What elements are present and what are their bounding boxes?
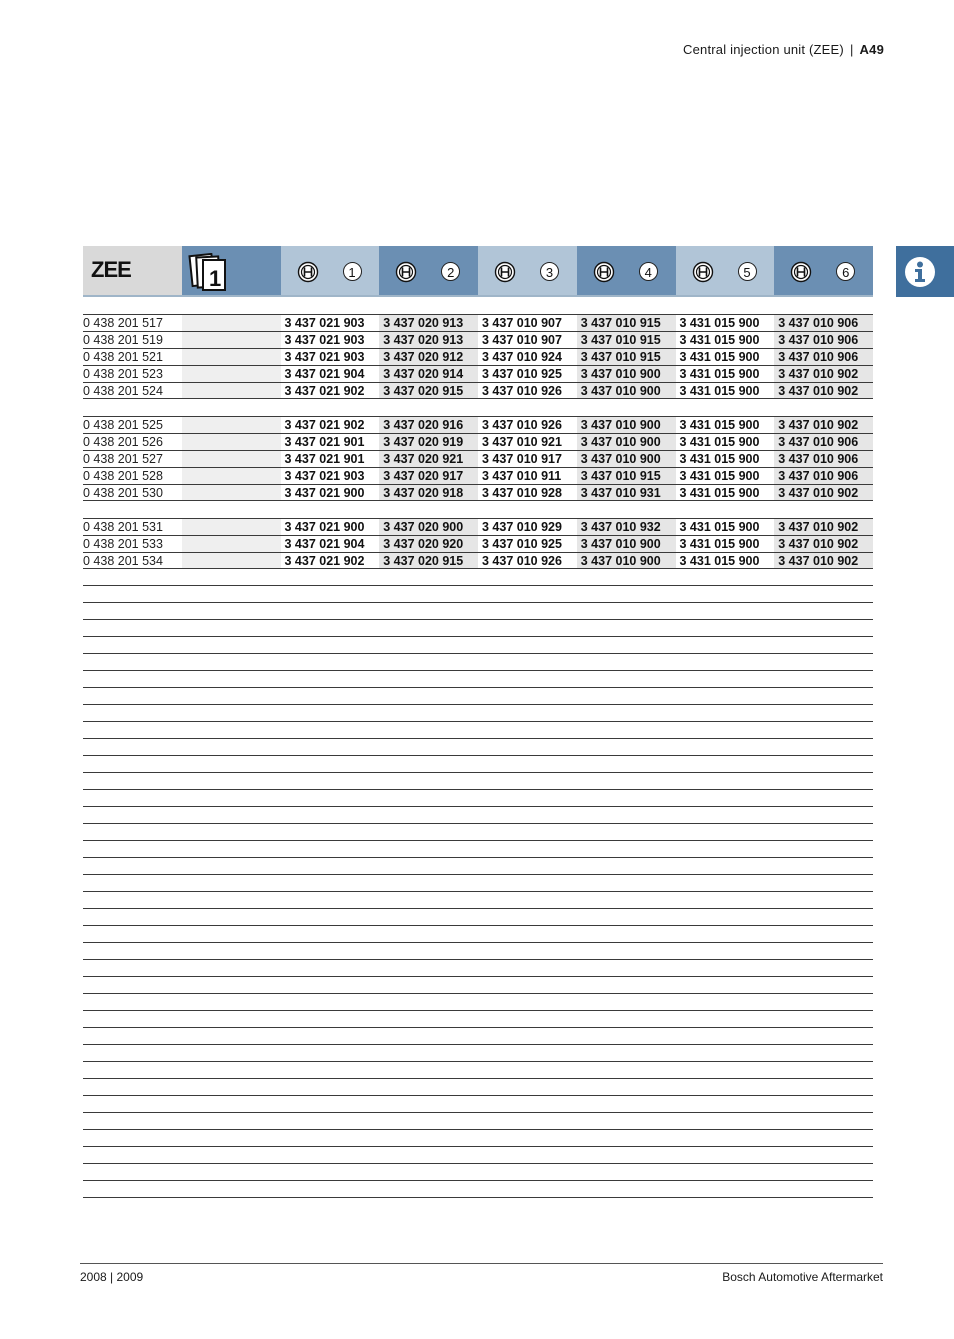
empty-cell xyxy=(182,315,281,331)
cell-value: 3 437 010 900 xyxy=(577,553,676,568)
cell-value: 3 431 015 900 xyxy=(679,520,760,534)
column-header-6 xyxy=(774,246,873,297)
cell-value: 3 431 015 900 xyxy=(679,469,760,483)
part-number: 0 438 201 526 xyxy=(83,435,163,449)
cell-value: 3 437 010 900 xyxy=(577,434,676,450)
column-header-4 xyxy=(577,246,676,297)
cell-value: 3 437 010 924 xyxy=(482,350,562,364)
bosch-logo-icon xyxy=(297,261,319,283)
ruled-line xyxy=(83,1197,873,1198)
cell-value: 3 437 021 900 xyxy=(284,520,365,534)
ruled-line xyxy=(83,874,873,875)
cell-value: 3 437 020 921 xyxy=(379,451,478,467)
zee-label: ZEE xyxy=(91,257,131,282)
svg-text:1: 1 xyxy=(208,266,221,291)
empty-cell xyxy=(182,366,281,382)
cell-value: 3 431 015 900 xyxy=(679,452,760,466)
cell-value: 3 437 010 902 xyxy=(774,417,873,433)
column-header-5 xyxy=(676,246,775,297)
table-row xyxy=(83,450,873,467)
part-number: 0 438 201 524 xyxy=(83,384,163,398)
cell-value: 3 437 020 912 xyxy=(379,349,478,365)
ruled-line xyxy=(83,704,873,705)
ruled-line xyxy=(83,1010,873,1011)
empty-cell xyxy=(182,468,281,484)
ruled-line xyxy=(83,959,873,960)
empty-cell xyxy=(182,553,281,568)
ruled-line xyxy=(83,636,873,637)
cell-value: 3 437 010 926 xyxy=(482,384,562,398)
part-number: 0 438 201 527 xyxy=(83,452,163,466)
cell-value: 3 437 010 906 xyxy=(774,315,873,331)
column-number: 3 xyxy=(540,262,559,281)
table-row xyxy=(83,552,873,569)
ruled-line xyxy=(83,1163,873,1164)
cell-value: 3 437 021 903 xyxy=(284,350,365,364)
info-icon xyxy=(904,256,936,288)
table-row xyxy=(83,416,873,433)
table-row xyxy=(83,314,873,331)
part-number: 0 438 201 533 xyxy=(83,537,163,551)
part-number: 0 438 201 531 xyxy=(83,520,163,534)
cell-value: 3 431 015 900 xyxy=(679,333,760,347)
empty-cell xyxy=(182,417,281,433)
cell-value: 3 437 010 902 xyxy=(774,536,873,552)
empty-cell xyxy=(182,383,281,398)
ruled-line xyxy=(83,721,873,722)
empty-cell xyxy=(182,519,281,535)
cell-value: 3 437 021 902 xyxy=(284,384,365,398)
table-row xyxy=(83,484,873,501)
cell-value: 3 437 010 902 xyxy=(774,366,873,382)
ruled-line xyxy=(83,789,873,790)
table-row xyxy=(83,518,873,535)
cell-value: 3 437 020 913 xyxy=(379,332,478,348)
table-row xyxy=(83,331,873,348)
cell-value: 3 437 020 916 xyxy=(379,417,478,433)
part-number: 0 438 201 534 xyxy=(83,554,163,568)
page-header xyxy=(683,42,884,57)
table-header xyxy=(83,246,873,297)
ruled-line xyxy=(83,602,873,603)
ruled-line xyxy=(83,1027,873,1028)
cell-value: 3 437 010 906 xyxy=(774,349,873,365)
group-spacer xyxy=(83,399,873,416)
bosch-logo-icon xyxy=(692,261,714,283)
ruled-line xyxy=(83,1078,873,1079)
cell-value: 3 437 021 904 xyxy=(284,367,365,381)
ruled-line xyxy=(83,670,873,671)
ruled-line xyxy=(83,976,873,977)
cell-value: 3 437 021 902 xyxy=(284,418,365,432)
cell-value: 3 437 010 925 xyxy=(482,537,562,551)
cell-value: 3 431 015 900 xyxy=(679,350,760,364)
cell-value: 3 437 021 903 xyxy=(284,333,365,347)
ruled-line xyxy=(83,1112,873,1113)
table-row xyxy=(83,433,873,450)
cell-value: 3 437 010 902 xyxy=(774,519,873,535)
footer-rule xyxy=(80,1263,883,1264)
cell-value: 3 437 010 906 xyxy=(774,332,873,348)
ruled-line xyxy=(83,1129,873,1130)
cell-value: 3 437 010 917 xyxy=(482,452,562,466)
cell-value: 3 437 010 926 xyxy=(482,554,562,568)
cell-value: 3 437 010 900 xyxy=(577,536,676,552)
cell-value: 3 437 010 900 xyxy=(577,383,676,398)
ruled-line xyxy=(83,687,873,688)
bosch-logo-icon xyxy=(593,261,615,283)
table-row xyxy=(83,365,873,382)
bosch-logo-icon xyxy=(790,261,812,283)
cell-value: 3 437 010 906 xyxy=(774,468,873,484)
cell-value: 3 437 010 931 xyxy=(577,485,676,500)
cell-value: 3 437 010 928 xyxy=(482,486,562,500)
ruled-line xyxy=(83,1061,873,1062)
cell-value: 3 437 010 900 xyxy=(577,366,676,382)
ruled-line xyxy=(83,806,873,807)
empty-cell xyxy=(182,434,281,450)
column-number: 4 xyxy=(639,262,658,281)
catalog-book-icon xyxy=(188,253,228,291)
cell-value: 3 437 010 932 xyxy=(577,519,676,535)
empty-cell xyxy=(182,536,281,552)
cell-value: 3 437 010 911 xyxy=(482,469,562,483)
footer-years: 2008 | 2009 xyxy=(80,1270,144,1284)
cell-value: 3 437 010 915 xyxy=(577,315,676,331)
column-number: 1 xyxy=(343,262,362,281)
cell-value: 3 437 010 915 xyxy=(577,332,676,348)
cell-value: 3 431 015 900 xyxy=(679,316,760,330)
part-number: 0 438 201 521 xyxy=(83,350,163,364)
table-row xyxy=(83,535,873,552)
part-number: 0 438 201 525 xyxy=(83,418,163,432)
cell-value: 3 437 020 915 xyxy=(379,383,478,398)
cell-value: 3 437 010 907 xyxy=(482,333,562,347)
ruled-line xyxy=(83,772,873,773)
ruled-line xyxy=(83,755,873,756)
part-number: 0 438 201 519 xyxy=(83,333,163,347)
cell-value: 3 437 020 920 xyxy=(379,536,478,552)
cell-value: 3 437 010 907 xyxy=(482,316,562,330)
page-title: Central injection unit (ZEE) xyxy=(683,42,844,57)
column-number: 5 xyxy=(738,262,757,281)
cell-value: 3 431 015 900 xyxy=(679,486,760,500)
part-number: 0 438 201 523 xyxy=(83,367,163,381)
cell-value: 3 437 010 906 xyxy=(774,434,873,450)
cell-value: 3 437 020 913 xyxy=(379,315,478,331)
cell-value: 3 437 010 902 xyxy=(774,553,873,568)
cell-value: 3 437 010 915 xyxy=(577,349,676,365)
ruled-line xyxy=(83,1044,873,1045)
page-number: A49 xyxy=(859,42,884,57)
ruled-line xyxy=(83,653,873,654)
part-number: 0 438 201 530 xyxy=(83,486,163,500)
cell-value: 3 437 020 915 xyxy=(379,553,478,568)
column-header-2 xyxy=(379,246,478,297)
group-spacer xyxy=(83,501,873,518)
cell-value: 3 431 015 900 xyxy=(679,384,760,398)
info-tab[interactable] xyxy=(896,246,954,297)
column-header-1 xyxy=(281,246,380,297)
empty-cell xyxy=(182,332,281,348)
ruled-line xyxy=(83,857,873,858)
cell-value: 3 431 015 900 xyxy=(679,418,760,432)
cell-value: 3 437 021 903 xyxy=(284,469,365,483)
table-row xyxy=(83,382,873,399)
cell-value: 3 437 020 917 xyxy=(379,468,478,484)
cell-value: 3 437 010 902 xyxy=(774,383,873,398)
cell-value: 3 437 010 900 xyxy=(577,417,676,433)
cell-value: 3 437 021 900 xyxy=(284,486,365,500)
cell-value: 3 437 020 914 xyxy=(379,366,478,382)
ruled-line xyxy=(83,1095,873,1096)
empty-cell xyxy=(182,349,281,365)
footer-brand: Bosch Automotive Aftermarket xyxy=(722,1270,883,1284)
cell-value: 3 437 021 901 xyxy=(284,452,365,466)
empty-cell xyxy=(182,451,281,467)
cell-value: 3 437 010 921 xyxy=(482,435,562,449)
cell-value: 3 437 020 900 xyxy=(379,519,478,535)
book-header-cell xyxy=(182,246,281,297)
cell-value: 3 431 015 900 xyxy=(679,367,760,381)
table-row xyxy=(83,348,873,365)
header-separator: | xyxy=(849,42,854,57)
ruled-line xyxy=(83,840,873,841)
ruled-line xyxy=(83,993,873,994)
ruled-line xyxy=(83,738,873,739)
cell-value: 3 437 010 925 xyxy=(482,367,562,381)
ruled-line xyxy=(83,891,873,892)
ruled-line xyxy=(83,585,873,586)
cell-value: 3 437 010 902 xyxy=(774,485,873,500)
cell-value: 3 431 015 900 xyxy=(679,537,760,551)
cell-value: 3 437 020 918 xyxy=(379,485,478,500)
empty-cell xyxy=(182,485,281,500)
cell-value: 3 437 010 926 xyxy=(482,418,562,432)
ruled-line xyxy=(83,823,873,824)
cell-value: 3 431 015 900 xyxy=(679,435,760,449)
bosch-logo-icon xyxy=(395,261,417,283)
ruled-line xyxy=(83,619,873,620)
cell-value: 3 437 010 906 xyxy=(774,451,873,467)
cell-value: 3 437 021 902 xyxy=(284,554,365,568)
part-number: 0 438 201 528 xyxy=(83,469,163,483)
column-header-3 xyxy=(478,246,577,297)
column-number: 2 xyxy=(441,262,460,281)
cell-value: 3 437 020 919 xyxy=(379,434,478,450)
zee-header-cell xyxy=(83,246,182,297)
ruled-line xyxy=(83,1146,873,1147)
cell-value: 3 437 021 901 xyxy=(284,435,365,449)
column-number: 6 xyxy=(836,262,855,281)
cell-value: 3 437 010 929 xyxy=(482,520,562,534)
ruled-line xyxy=(83,908,873,909)
table-row xyxy=(83,467,873,484)
parts-table xyxy=(83,314,873,569)
part-number: 0 438 201 517 xyxy=(83,316,163,330)
cell-value: 3 437 021 903 xyxy=(284,316,365,330)
cell-value: 3 437 021 904 xyxy=(284,537,365,551)
cell-value: 3 437 010 915 xyxy=(577,468,676,484)
cell-value: 3 431 015 900 xyxy=(679,554,760,568)
ruled-line xyxy=(83,1180,873,1181)
bosch-logo-icon xyxy=(494,261,516,283)
ruled-line xyxy=(83,925,873,926)
cell-value: 3 437 010 900 xyxy=(577,451,676,467)
ruled-line xyxy=(83,942,873,943)
